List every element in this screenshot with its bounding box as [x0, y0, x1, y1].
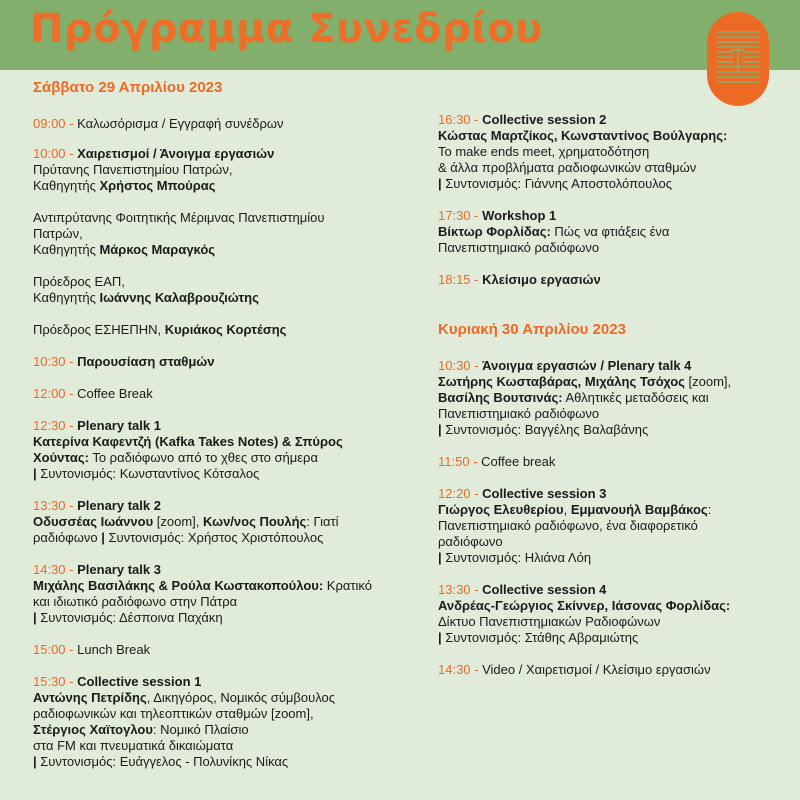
moderator-line: | Συντονισμός: Βαγγέλης Βαλαβάνης	[438, 422, 768, 438]
entry-title: Χαιρετισμοί / Άνοιγμα εργασιών	[77, 146, 275, 161]
day-heading-sunday: Κυριακή 30 Απριλίου 2023	[438, 321, 626, 338]
speaker-line: Κατερίνα Καφεντζή (Kafka Takes Notes) & Σπύρος	[33, 434, 343, 449]
schedule-entry: 12:30 - Plenary talk 1 Κατερίνα Καφεντζή (Kafka Takes Notes) & Σπύρος Χούντας: Το ραδιόφωνο από το χθες στο σήμερα | Συντονισμός: Κωνσταντίνος Κότσαλος	[33, 418, 418, 482]
entry-title: Κλείσιμο εργασιών	[482, 272, 601, 287]
entry-time: 13:30	[438, 582, 471, 597]
entry-title: Άνοιγμα εργασιών / Plenary talk 4	[482, 358, 692, 373]
speaker-line: Πρύτανης Πανεπιστημίου Πατρών,	[33, 162, 233, 177]
entry-title: Plenary talk 1	[77, 418, 161, 433]
moderator-line: | Συντονισμός: Κωνσταντίνος Κότσαλος	[33, 466, 418, 482]
entry-title: Collective session 2	[482, 112, 607, 127]
entry-title: Collective session 3	[482, 486, 607, 501]
schedule-entry: 10:00 - Χαιρετισμοί / Άνοιγμα εργασιών Πρύτανης Πανεπιστημίου Πατρών, Καθηγητής Χρήστος Μπούρας Αντιπρύτανης Φοιτητικής Μέριμνας Πανεπιστημίου Πατρών, Καθηγητής Μάρκος Μαραγκός Πρόεδρος ΕΑΠ, Καθηγητής Ιωάννης Καλαβρουζιώτης Πρόεδρος ΕΣΗΕΠΗΝ, Κυριάκος Κορτέσης	[33, 146, 418, 338]
entry-title: Plenary talk 3	[77, 562, 161, 577]
entry-time: 09:00	[33, 116, 66, 131]
entry-title: Collective session 1	[77, 674, 202, 689]
schedule-entry: 13:30 - Collective session 4 Ανδρέας-Γεώργιος Σκίννερ, Ιάσονας Φορλίδας: Δίκτυο Πανεπιστημιακών Ραδιοφώνων | Συντονισμός: Στάθης Αβραμιώτης	[438, 582, 768, 646]
header-bar	[0, 0, 800, 70]
speaker-name: Κυριάκος Κορτέσης	[164, 322, 287, 337]
moderator-line: | Συντονισμός: Στάθης Αβραμιώτης	[438, 630, 768, 646]
schedule-entry: 15:30 - Collective session 1 Αντώνης Πετρίδης, Δικηγόρος, Νομικός σύμβουλος ραδιοφωνικών και τηλεοπτικών σταθμών [zoom], Στέργιος Χαϊτογλου: Νομικό Πλαίσιο στα FM και πνευματικά δικαιώματα | Συντονισμός: Ευάγγελος - Πολυνίκης Νίκας	[33, 674, 418, 770]
entry-time: 18:15	[438, 272, 471, 287]
schedule-entry: 14:30 - Plenary talk 3 Μιχάλης Βασιλάκης & Ρούλα Κωστακοπούλου: Κρατικό και ιδιωτικό ραδιόφωνο στην Πάτρα | Συντονισμός: Δέσποινα Παχάκη	[33, 562, 418, 626]
schedule-entry: 15:00 - Lunch Break	[33, 642, 151, 657]
entry-title: Video / Χαιρετισμοί / Κλείσιμο εργασιών	[482, 662, 711, 677]
schedule-entry: 12:20 - Collective session 3 Γιώργος Ελευθερίου, Εμμανουήλ Βαμβάκος: Πανεπιστημιακό ραδιόφωνο, ένα διαφορετικό ραδιόφωνο | Συντονισμός: Ηλιάνα Λόη	[438, 486, 768, 566]
schedule-entry: 13:30 - Plenary talk 2 Οδυσσέας Ιωάννου [zoom], Κων/νος Πουλής: Γιατί ραδιόφωνο | Συντονισμός: Χρήστος Χριστόπουλος	[33, 498, 339, 545]
entry-time: 10:30	[33, 354, 66, 369]
entry-time: 10:00	[33, 146, 66, 161]
entry-time: 15:30	[33, 674, 66, 689]
schedule-right-column	[438, 112, 768, 678]
speaker-name: Μάρκος Μαραγκός	[99, 242, 216, 257]
entry-time: 12:00	[33, 386, 66, 401]
schedule-entry: 10:30 - Παρουσίαση σταθμών	[33, 354, 215, 369]
schedule-entry: 14:30 - Video / Χαιρετισμοί / Κλείσιμο εργασιών	[438, 662, 711, 677]
moderator-line: | Συντονισμός: Ηλιάνα Λόη	[438, 550, 768, 566]
entry-time: 16:30	[438, 112, 471, 127]
entry-time: 10:30	[438, 358, 471, 373]
entry-time: 15:00	[33, 642, 66, 657]
entry-time: 17:30	[438, 208, 471, 223]
entry-time: 12:30	[33, 418, 66, 433]
entry-time: 14:30	[438, 662, 471, 677]
schedule-entry: 18:15 - Κλείσιμο εργασιών	[438, 272, 601, 287]
entry-title: Plenary talk 2	[77, 498, 161, 513]
entry-title: Collective session 4	[482, 582, 607, 597]
schedule-entry: 12:00 - Coffee Break	[33, 386, 153, 401]
entry-time: 13:30	[33, 498, 66, 513]
entry-title: Workshop 1	[482, 208, 557, 223]
entry-title: Καλωσόρισμα / Εγγραφή συνέδρων	[77, 116, 284, 131]
schedule-entry: 11:50 - Coffee break	[438, 454, 556, 469]
schedule-entry: 17:30 - Workshop 1 Βίκτωρ Φορλίδας: Πώς να φτιάξεις ένα Πανεπιστημιακό ραδιόφωνο	[438, 208, 670, 255]
schedule-entry: 10:30 - Άνοιγμα εργασιών / Plenary talk 4 Σωτήρης Κωσταβάρας, Μιχάλης Τσόχος [zoom], Βασίλης Βουτσινάς: Αθλητικές μεταδόσεις και Πανεπιστημιακό ραδιόφωνο | Συντονισμός: Βαγγέλης Βαλαβάνης	[438, 358, 768, 438]
schedule-entry: 16:30 - Collective session 2 Κώστας Μαρτζίκος, Κωνσταντίνος Βούλγαρης: To make ends meet, χρηματοδότηση & άλλα προβλήματα ραδιοφωνικών σταθμών | Συντονισμός: Γιάννης Αποστολόπουλος	[438, 112, 768, 192]
schedule-entry: 09:00 - Καλωσόρισμα / Εγγραφή συνέδρων	[33, 116, 284, 131]
entry-time: 14:30	[33, 562, 66, 577]
entry-title: Παρουσίαση σταθμών	[77, 354, 215, 369]
moderator-line: | Συντονισμός: Ευάγγελος - Πολυνίκης Νίκας	[33, 754, 418, 770]
speaker-line: Αντιπρύτανης Φοιτητικής Μέριμνας Πανεπιστημίου	[33, 210, 325, 225]
moderator-line: Συντονισμός: Χρήστος Χριστόπουλος	[108, 530, 324, 545]
moderator-line: | Συντονισμός: Γιάννης Αποστολόπουλος	[438, 176, 768, 192]
moderator-line: | Συντονισμός: Δέσποινα Παχάκη	[33, 610, 418, 626]
speaker-line: Πρόεδρος ΕΑΠ,	[33, 274, 125, 289]
microphone-icon	[707, 12, 769, 106]
entry-title: Coffee Break	[77, 386, 153, 401]
speaker-name: Ιωάννης Καλαβρουζιώτης	[99, 290, 259, 305]
entry-time: 11:50	[438, 454, 470, 469]
entry-title: Lunch Break	[77, 642, 151, 657]
day-heading-saturday: Σάββατο 29 Απριλίου 2023	[33, 79, 223, 96]
entry-time: 12:20	[438, 486, 471, 501]
entry-title: Coffee break	[481, 454, 556, 469]
page-title: Πρόγραμμα Συνεδρίου	[30, 6, 543, 52]
speaker-name: Χρήστος Μπούρας	[99, 178, 216, 193]
schedule-left-column	[33, 78, 418, 770]
